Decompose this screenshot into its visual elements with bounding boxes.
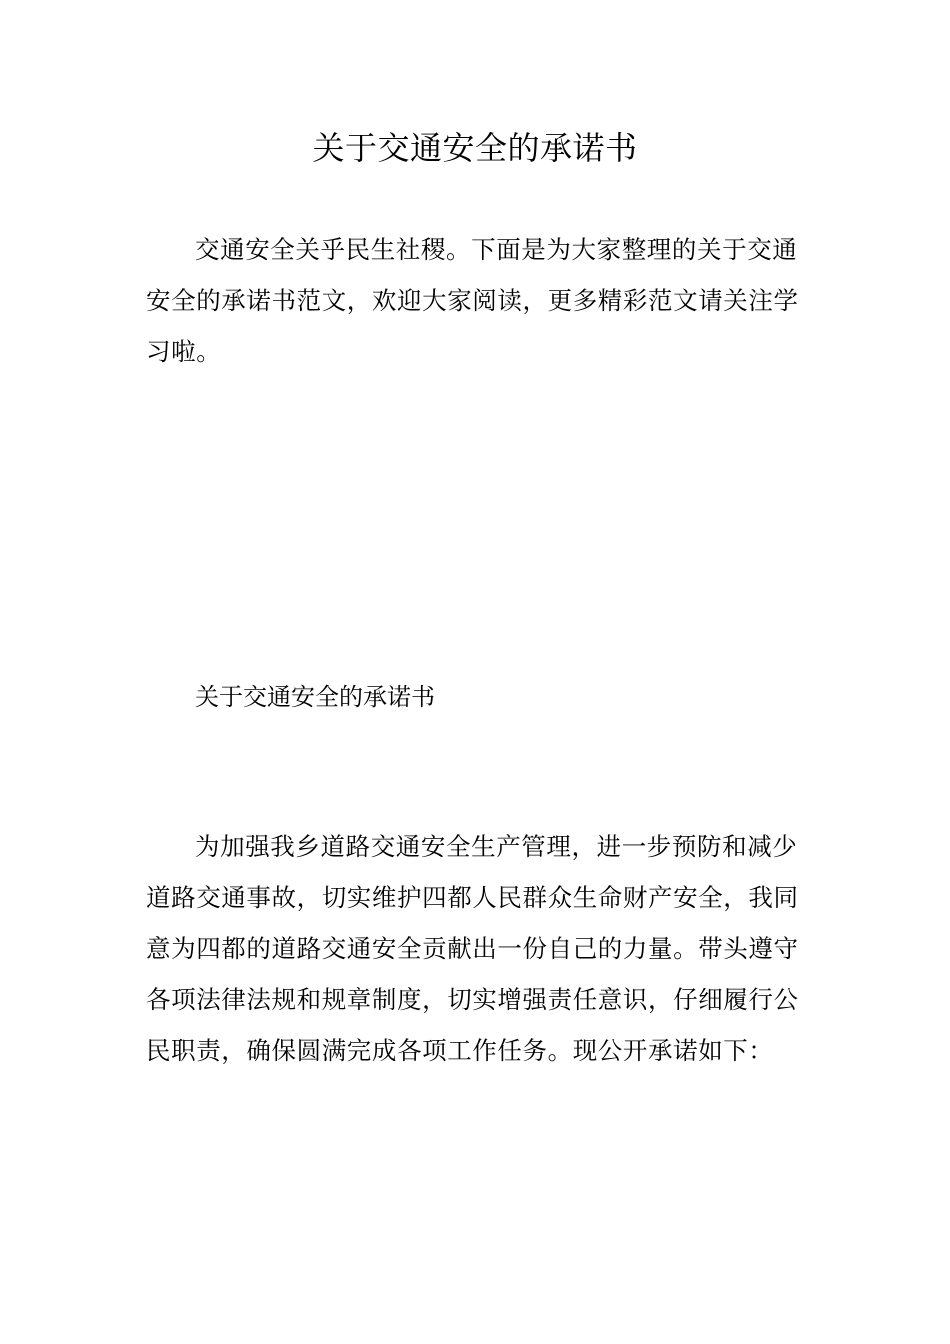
intro-paragraph: 交通安全关乎民生社稷。下面是为大家整理的关于交通安全的承诺书范文，欢迎大家阅读，更多精彩范文请关注学习啦。 bbox=[146, 235, 799, 366]
section-heading: 关于交通安全的承诺书 bbox=[195, 683, 435, 711]
document-title: 关于交通安全的承诺书 bbox=[312, 129, 638, 167]
body-paragraph: 为加强我乡道路交通安全生产管理，进一步预防和减少道路交通事故，切实维护四都人民群众生命财产安全，我同意为四都的道路交通安全贡献出一份自己的力量。带头遵守各项法律法规和规章制度，切实增强责任意识，仔细履行公民职责，确保圆满完成各项工作任务。现公开承诺如下： bbox=[146, 832, 799, 1065]
